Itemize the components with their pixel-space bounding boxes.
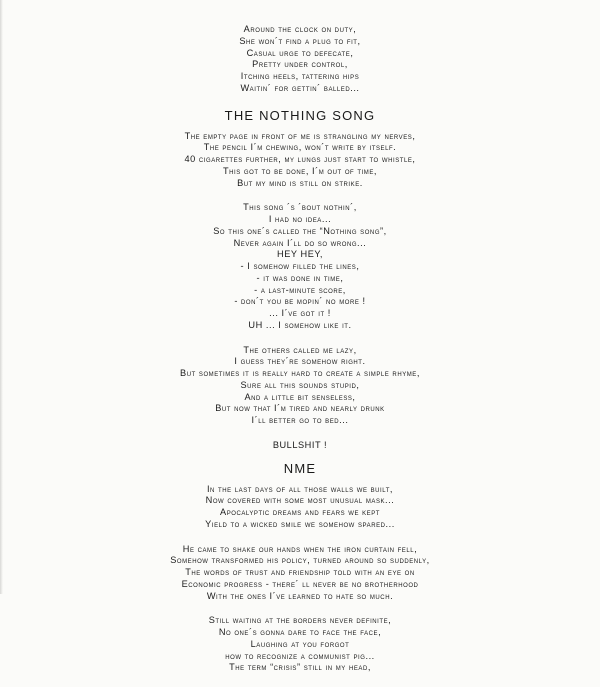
nme-stanza-2 [0, 544, 600, 603]
lyric-line: Yield to a wicked smile we somehow spared... [205, 518, 395, 529]
lyric-line: Economic progress - there´ ll never be no brotherhood [181, 578, 419, 589]
lyric-line: But sometimes it is really hard to create a simple rhyme, [180, 368, 420, 378]
lyric-line: Around the clock on duty, [243, 24, 357, 34]
lyrics-column [0, 24, 600, 687]
lyric-line: Still waiting at the borders never definite, [208, 615, 392, 626]
nothing-song-stanza-3 [0, 345, 600, 427]
lyric-line: This got to be done, I´m out of time, [223, 165, 377, 176]
lyric-line: The others called me lazy, [243, 344, 357, 355]
intro-stanza [0, 24, 600, 95]
lyric-line: No one´s gonna dare to face the face, [218, 627, 382, 637]
lyric-line: Somehow transformed his policy, turned around so suddenly, [170, 555, 430, 566]
song-title-nothing-song: THE NOTHING SONG [224, 107, 376, 123]
lyric-line: In the last days of all those walls we built, [206, 483, 394, 494]
lyric-line: The pencil I´m chewing, won´t write by itself. [203, 142, 397, 153]
nothing-song-stanza-4 [0, 440, 600, 452]
lyric-line: Never again I´ll do so wrong... [233, 237, 367, 248]
nothing-song-stanza-2 [0, 202, 600, 331]
lyric-line: Apocalyptic dreams and fears we kept [220, 507, 380, 517]
lyric-line: I had no idea... [268, 214, 332, 224]
lyric-line: She won´t find a plug to fit, [239, 35, 361, 46]
lyric-line: - don´t you be mopin´ no more ! [234, 296, 366, 307]
lyric-line: - a last-minute score, [254, 284, 346, 295]
nme-stanza-3 [0, 615, 600, 674]
lyric-line: But my mind is still on strike. [237, 177, 363, 188]
lyric-line: He came to shake our hands when the iron curtain fell, [182, 543, 418, 554]
lyric-line: The empty page in front of me is strangling my nerves, [184, 130, 416, 141]
lyric-line: But now that I´m tired and nearly drunk [215, 403, 385, 414]
lyric-line: BULLSHIT ! [272, 439, 328, 450]
lyric-line: 40 cigarettes further, my lungs just start to whistle, [184, 154, 416, 164]
lyric-line: Now covered with some most unusual mask... [205, 495, 395, 506]
lyric-line: I guess they´re somehow right. [234, 356, 366, 367]
lyric-line: Casual urge to defecate, [246, 47, 354, 58]
lyric-line: - I somehow filled the lines, [240, 261, 360, 271]
lyric-line: ... I´ve got it ! [269, 308, 331, 318]
lyric-line: Pretty under control, [252, 59, 348, 70]
lyric-line: The term “crisis” still in my head, [229, 662, 371, 673]
lyric-line: So this one´s called the “Nothing song”, [213, 225, 387, 236]
lyric-line: Laughing at you forgot [250, 638, 350, 649]
lyric-line: With the ones I´ve learned to hate so much. [206, 590, 394, 601]
lyric-line: This song ´s ´bout nothin´, [243, 202, 357, 213]
lyric-line: how to recognize a communist pig... [225, 650, 375, 661]
lyric-line: Sure all this sounds stupid, [240, 379, 360, 390]
nme-stanza-1 [0, 484, 600, 531]
lyric-line: HEY HEY, [277, 249, 323, 260]
song-title-nme: NME [283, 460, 317, 476]
lyric-line: The words of trust and friendship told with an eye on [185, 567, 415, 577]
lyric-line: Waitin´ for gettin´ balled... [240, 82, 360, 93]
lyric-line: UH ... I somehow like it. [248, 319, 352, 330]
lyric-line: - it was done in time, [256, 272, 344, 283]
lyric-line: Itching heels, tattering hips [240, 71, 360, 81]
lyric-line: I´ll better go to bed... [251, 415, 349, 425]
lyric-line: And a little bit senseless, [244, 391, 356, 402]
nothing-song-stanza-1 [0, 131, 600, 190]
